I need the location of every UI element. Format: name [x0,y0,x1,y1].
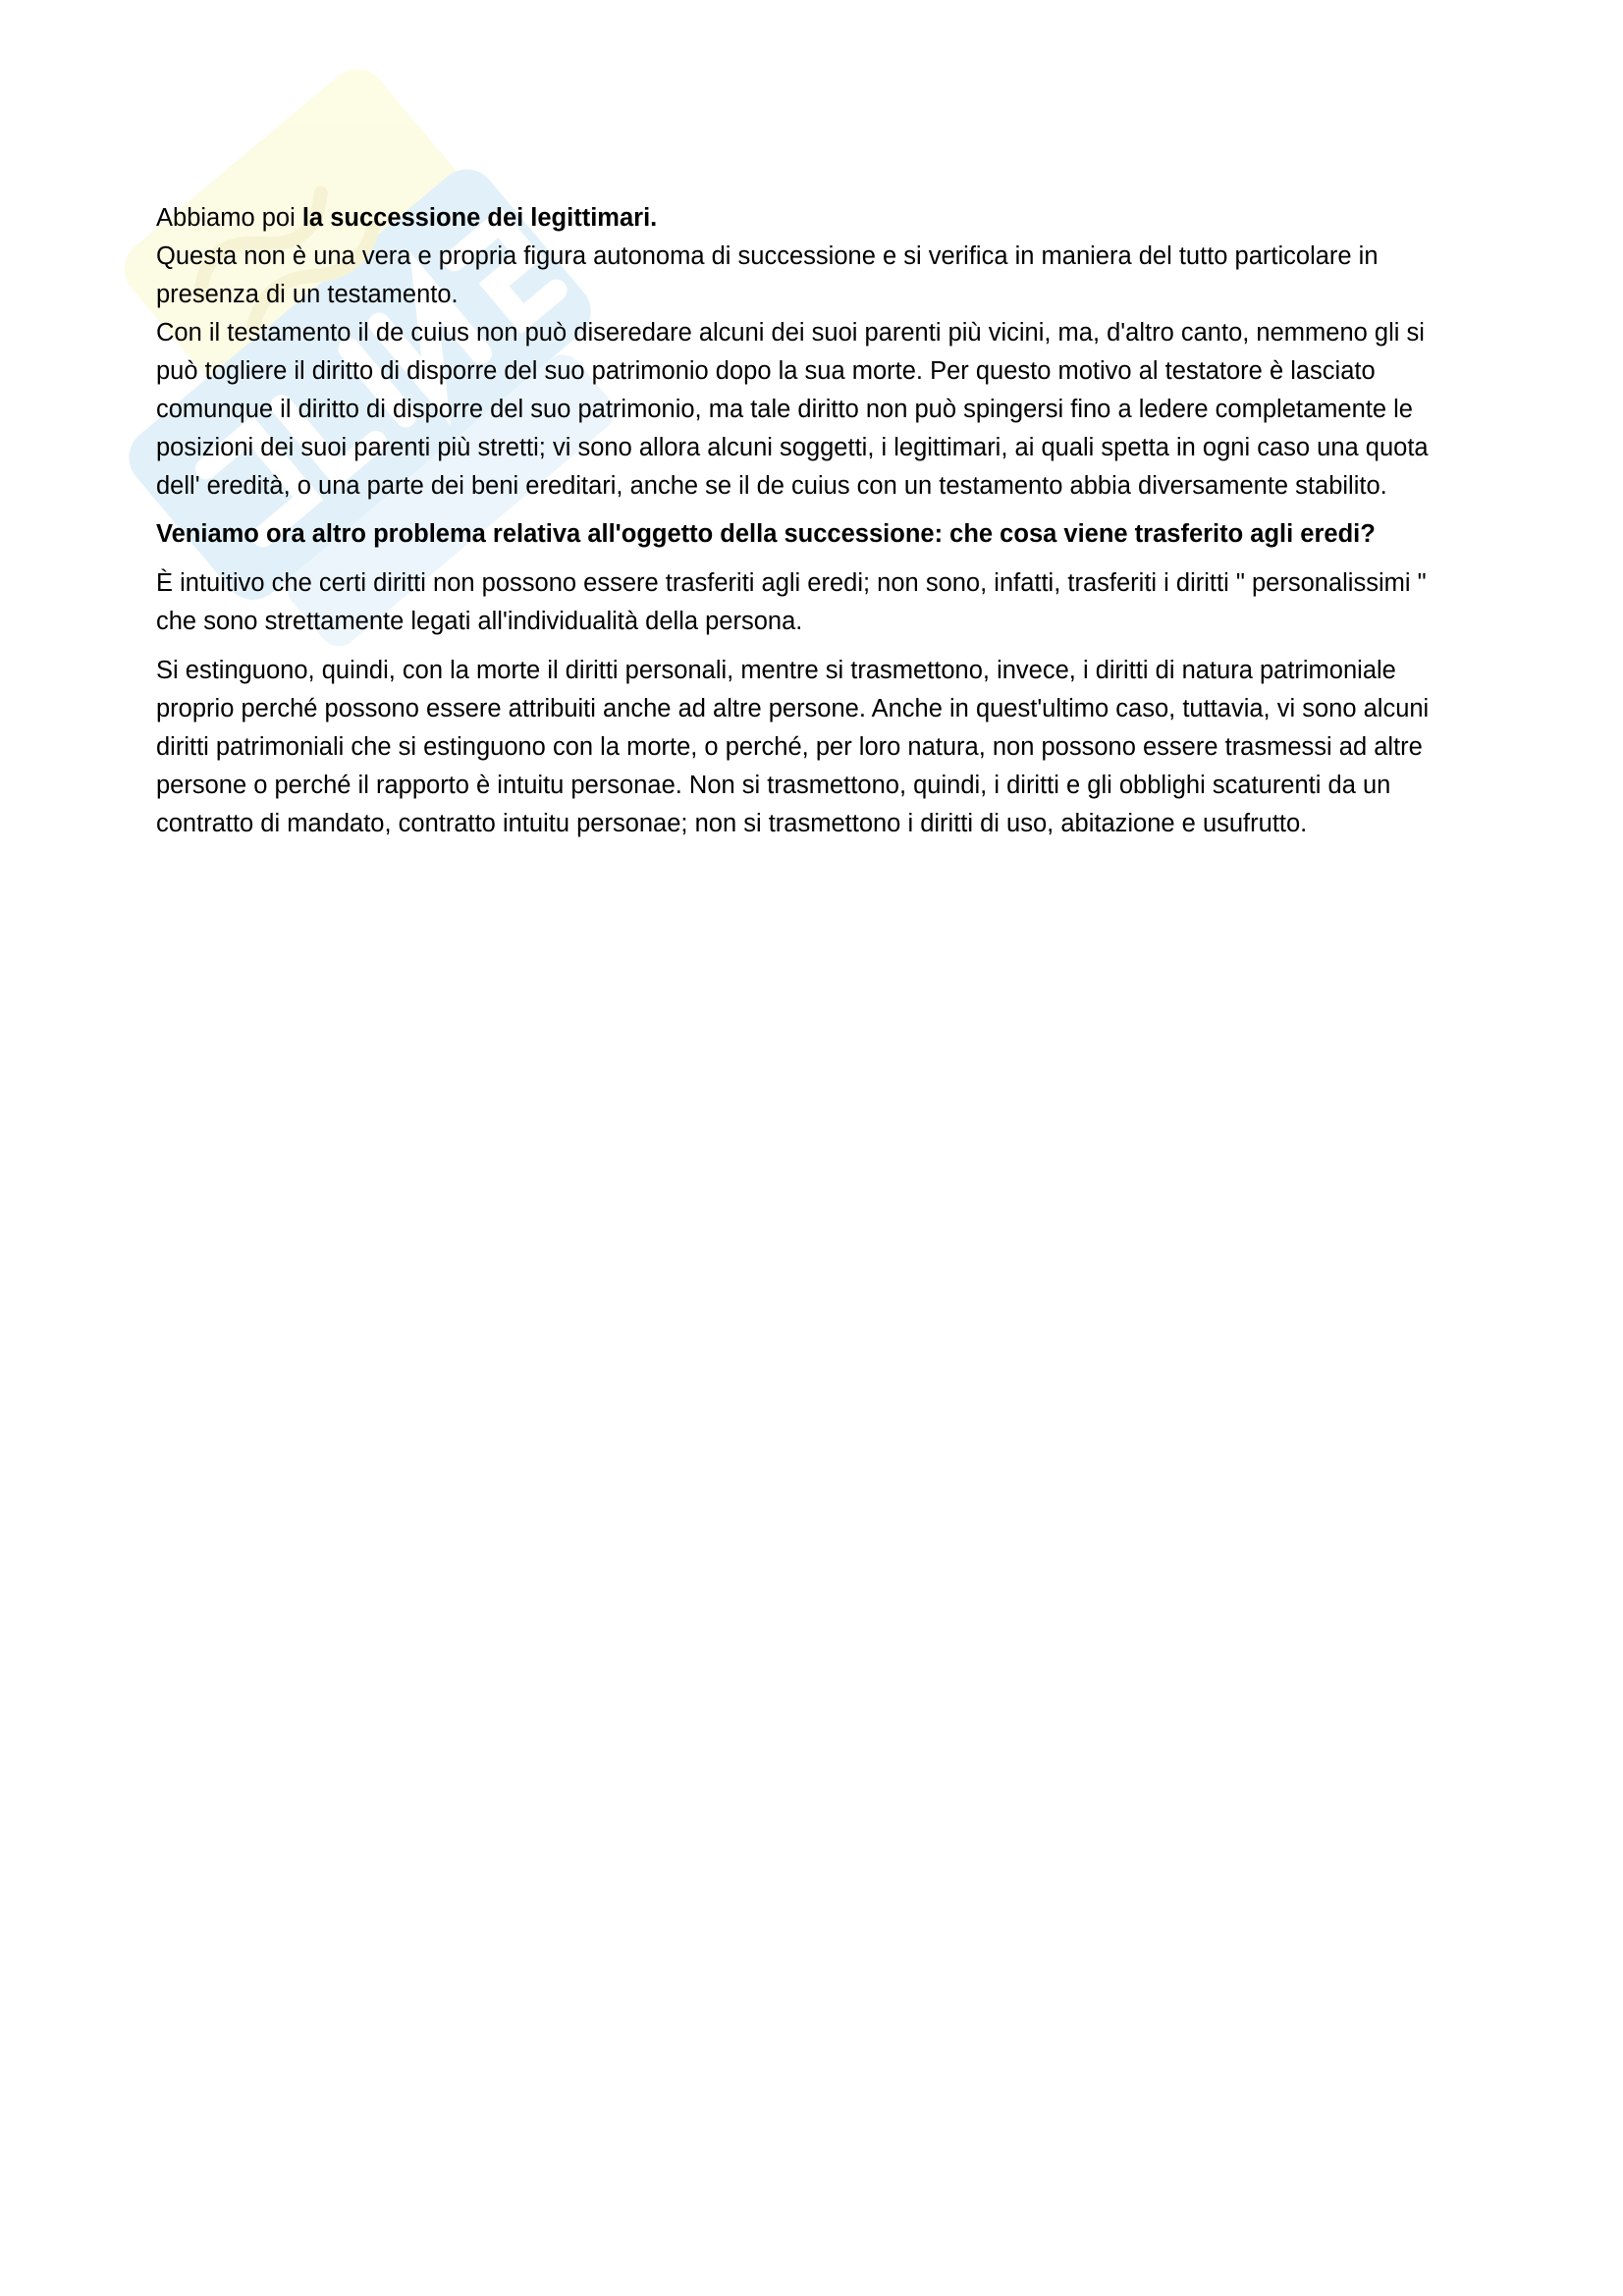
section-heading-text: Veniamo ora altro problema relativa all'oggetto della successione: che cosa viene trasferito agli eredi? [156,520,1376,548]
section-heading [156,515,1472,554]
paragraph-3: È intuitivo che certi diritti non possono essere trasferiti agli eredi; non sono, infatti, trasferiti i diritti " personalissimi " che sono strettamente legati all'individualità della persona. [156,569,1427,635]
paragraph-2: Con il testamento il de cuius non può diseredare alcuni dei suoi parenti più vicini, ma, d'altro canto, nemmeno gli si può togliere il diritto di disporre del suo patrimonio dopo la sua morte. Per questo motivo al testatore è lasciato comunque il diritto di disporre del suo patrimonio, ma tale diritto non può spingersi fino a ledere completamente le posizioni dei suoi parenti più stretti; vi sono allora alcuni soggetti, i legittimari, ai quali spetta in ogni caso una quota dell' eredità, o una parte dei beni ereditari, anche se il de cuius con un testamento abbia diversamente stabilito. [156,319,1429,500]
paragraph-1: Questa non è una vera e propria figura autonoma di successione e si verifica in maniera del tutto particolare in presenza di un testamento. [156,242,1379,308]
intro-line [156,199,1472,238]
document-body [156,199,1472,843]
paragraph-4: Si estinguono, quindi, con la morte il diritti personali, mentre si trasmettono, invece, i diritti di natura patrimoniale proprio perché possono essere attribuiti anche ad altre persone. Anche in quest'ultimo caso, tuttavia, vi sono alcuni diritti patrimoniali che si estinguono con la morte, o perché, per loro natura, non possono essere trasmessi ad altre persone o perché il rapporto è intuitu personae. Non si trasmettono, quindi, i diritti e gli obblighi scaturenti da un contratto di mandato, contratto intuitu personae; non si trasmettono i diritti di uso, abitazione e usufrutto. [156,657,1430,837]
intro-bold-term: la successione dei legittimari. [301,204,658,232]
intro-prefix: Abbiamo poi [156,204,302,232]
